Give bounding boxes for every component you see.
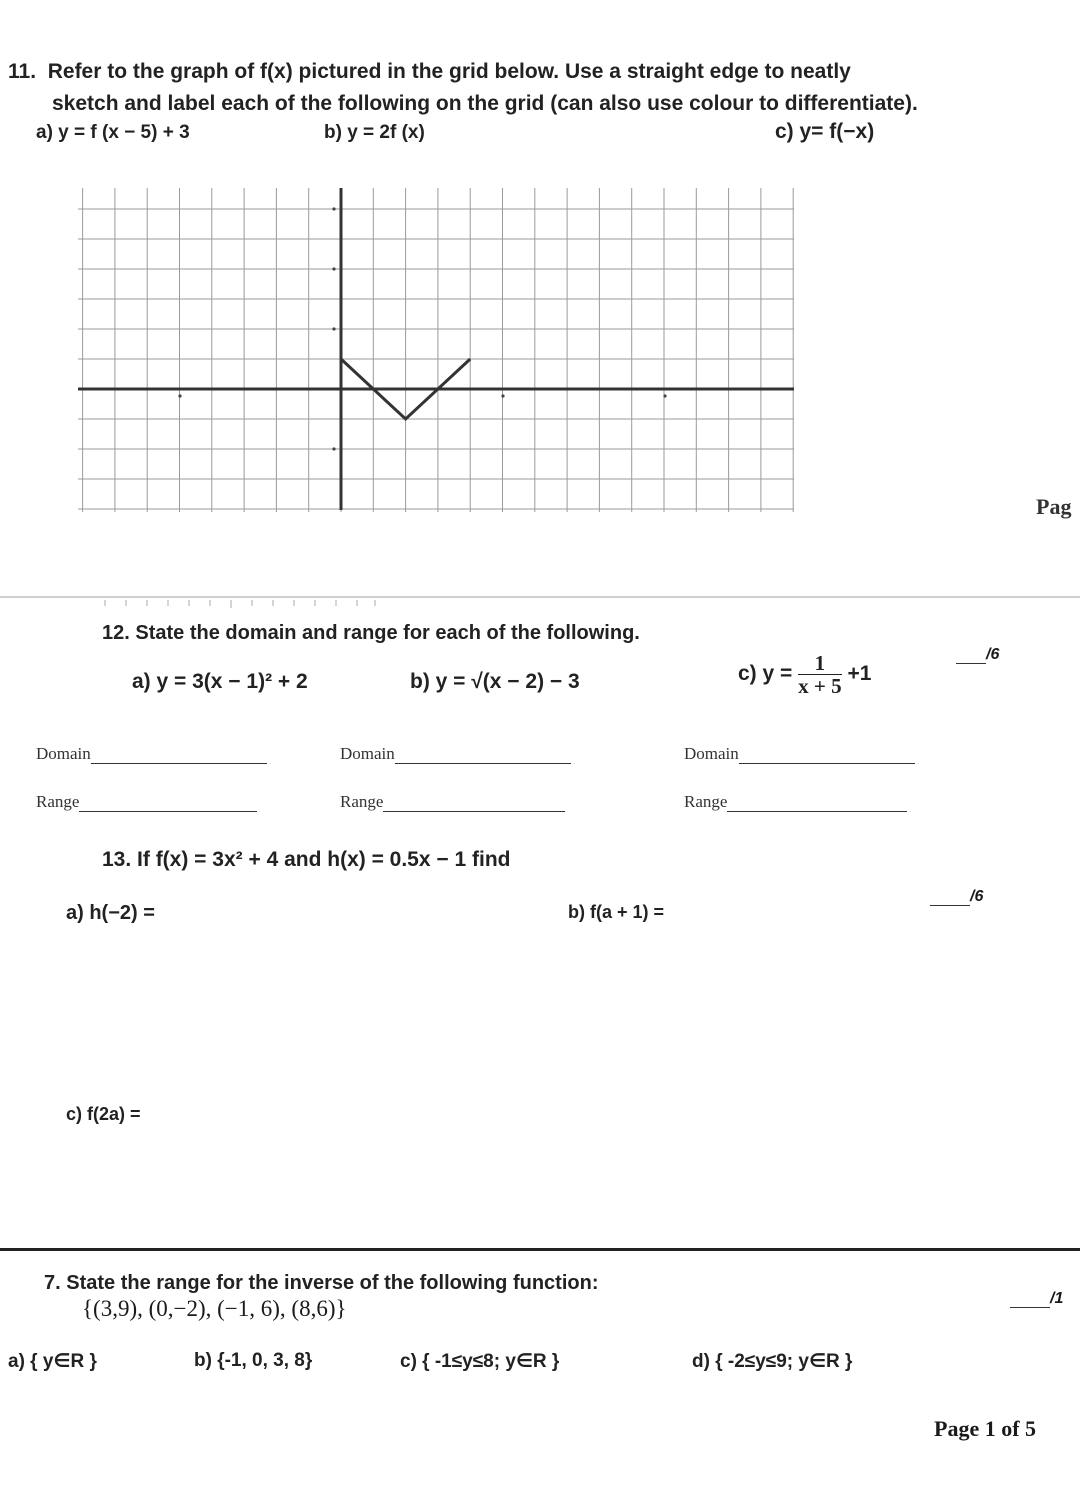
page-number: Page 1 of 5 <box>934 1416 1037 1441</box>
ruler-ticks <box>100 600 380 610</box>
q12a-domain-field[interactable]: Domain <box>36 744 267 764</box>
section-divider <box>0 596 1080 598</box>
q11-option-a: a) y = f (x − 5) + 3 <box>36 122 190 143</box>
q12-heading: 12. State the domain and range for each of the following. <box>102 622 640 644</box>
q13-mark: /6 <box>930 888 983 906</box>
q12b-domain-field[interactable]: Domain <box>340 744 571 764</box>
function-graph-grid[interactable] <box>78 188 794 512</box>
q12-option-c: c) y = $\frac{1}{x + 5}$ +1 <box>738 651 872 698</box>
q13-option-b: b) f(a + 1) = <box>568 902 665 922</box>
q7-heading: 7. State the range for the inverse of the following function: <box>44 1272 599 1294</box>
top-cut-text <box>0 0 1080 2</box>
page-divider <box>0 1248 1080 1251</box>
q11-option-c: c) y= f(−x) <box>775 120 875 143</box>
q12-option-a: a) y = 3(x − 1)² + 2 <box>132 670 308 693</box>
q13-heading: 13. If f(x) = 3x² + 4 and h(x) = 0.5x − 1 find <box>102 848 511 871</box>
q12b-range-field[interactable]: Range <box>340 792 565 812</box>
grid-lines <box>78 188 794 512</box>
q7-option-b[interactable]: b) {-1, 0, 3, 8} <box>194 1350 313 1371</box>
page-edge-text: Pag <box>1036 494 1072 519</box>
q13-option-a: a) h(−2) = <box>66 902 155 924</box>
q7-option-a[interactable]: a) { y∈R } <box>8 1351 97 1372</box>
q13-option-c: c) f(2a) = <box>66 1104 141 1124</box>
q7-option-d[interactable]: d) { -2≤y≤9; y∈R } <box>692 1351 853 1372</box>
q7-mark: /1 <box>1010 1290 1063 1308</box>
q11-option-b: b) y = 2f (x) <box>324 122 425 143</box>
q11-line1: 11. Refer to the graph of f(x) pictured in the grid below. Use a straight edge to neatly <box>8 60 851 83</box>
q7-option-c[interactable]: c) { -1≤y≤8; y∈R } <box>400 1351 560 1372</box>
q7-set: {(3,9), (0,−2), (−1, 6), (8,6)} <box>82 1296 347 1321</box>
q12-option-b: b) y = √(x − 2) − 3 <box>410 670 580 693</box>
q12c-domain-field[interactable]: Domain <box>684 744 915 764</box>
q12-mark: /6 <box>956 646 999 664</box>
q12c-range-field[interactable]: Range <box>684 792 907 812</box>
q11-line2: sketch and label each of the following on the grid (can also use colour to differentiate). <box>52 92 918 115</box>
q12a-range-field[interactable]: Range <box>36 792 257 812</box>
